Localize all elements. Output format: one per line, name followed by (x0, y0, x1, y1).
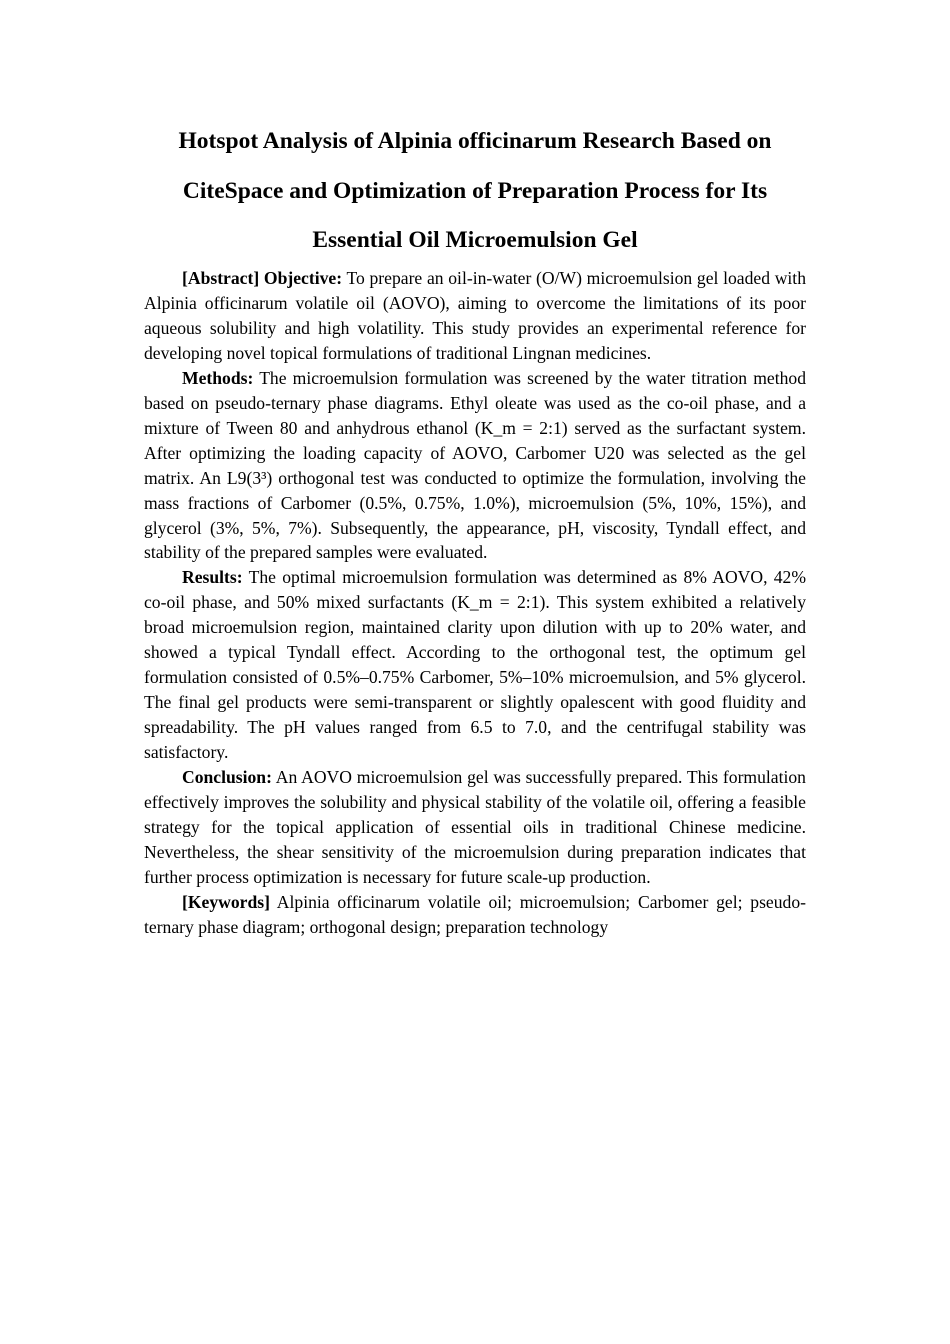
paper-title (120, 117, 830, 266)
keywords-paragraph (144, 890, 806, 940)
title-line-3: Essential Oil Microemulsion Gel (312, 227, 638, 253)
conclusion-text: An AOVO microemulsion gel was successfully prepared. This formulation effectively improves the solubility and physical stability of the volatile oil, offering a feasible strategy for the topical application of essential oils in traditional Chinese medicine. Nevertheless, the shear sensitivity of the microemulsion during preparation indicates that further process optimization is necessary for future scale-up production. (144, 767, 806, 887)
results-text: The optimal microemulsion formulation was determined as 8% AOVO, 42% co-oil phase, and 50% mixed surfactants (K_m = 2:1). This system exhibited a relatively broad microemulsion region, maintained clarity upon dilution with up to 20% water, and showed a typical Tyndall effect. According to the orthogonal test, the optimum gel formulation consisted of 0.5%–0.75% Carbomer, 5%–10% microemulsion, and 5% glycerol. The final gel products were semi-transparent or slightly opalescent with good fluidity and spreadability. The pH values ranged from 6.5 to 7.0, and the centrifugal stability was satisfactory. (144, 567, 807, 763)
objective-label: [Abstract] Objective: (182, 268, 343, 288)
keywords-text: Alpinia officinarum volatile oil; microemulsion; Carbomer gel; pseudo-ternary phase diagram; orthogonal design; preparation technology (144, 891, 806, 937)
conclusion-label: Conclusion: (182, 767, 272, 788)
conclusion-paragraph (144, 765, 806, 890)
title-line-1: Hotspot Analysis of Alpinia officinarum Research Based on (178, 128, 772, 154)
objective-paragraph (144, 266, 806, 366)
keywords-label: [Keywords] (182, 891, 270, 912)
methods-paragraph (144, 366, 806, 566)
abstract-section (144, 266, 806, 940)
results-paragraph (144, 565, 806, 765)
title-line-2: CiteSpace and Optimization of Preparation Process for Its (182, 177, 768, 204)
methods-label: Methods: (182, 367, 254, 388)
objective-text: To prepare an oil-in-water (O/W) microemulsion gel loaded with Alpinia officinarum volatile oil (AOVO), aiming to overcome the limitations of its poor aqueous solubility and high volatility. This study provides an experimental reference for developing novel topical formulations of traditional Lingnan medicines. (144, 268, 806, 363)
methods-text: The microemulsion formulation was screened by the water titration method based on pseudo-ternary phase diagrams. Ethyl oleate was used as the co-oil phase, and a mixture of Tween 80 and anhydrous ethanol (K_m = 2:1) served as the surfactant system. After optimizing the loading capacity of AOVO, Carbomer U20 was selected as the gel matrix. An L9(3³) orthogonal test was conducted to optimize the formulation, involving the mass fractions of Carbomer (0.5%, 0.75%, 1.0%), microemulsion (5%, 10%, 15%), and glycerol (3%, 5%, 7%). Subsequently, the appearance, pH, viscosity, Tyndall effect, and stability of the prepared samples were evaluated. (144, 367, 806, 563)
results-label: Results: (182, 567, 243, 588)
